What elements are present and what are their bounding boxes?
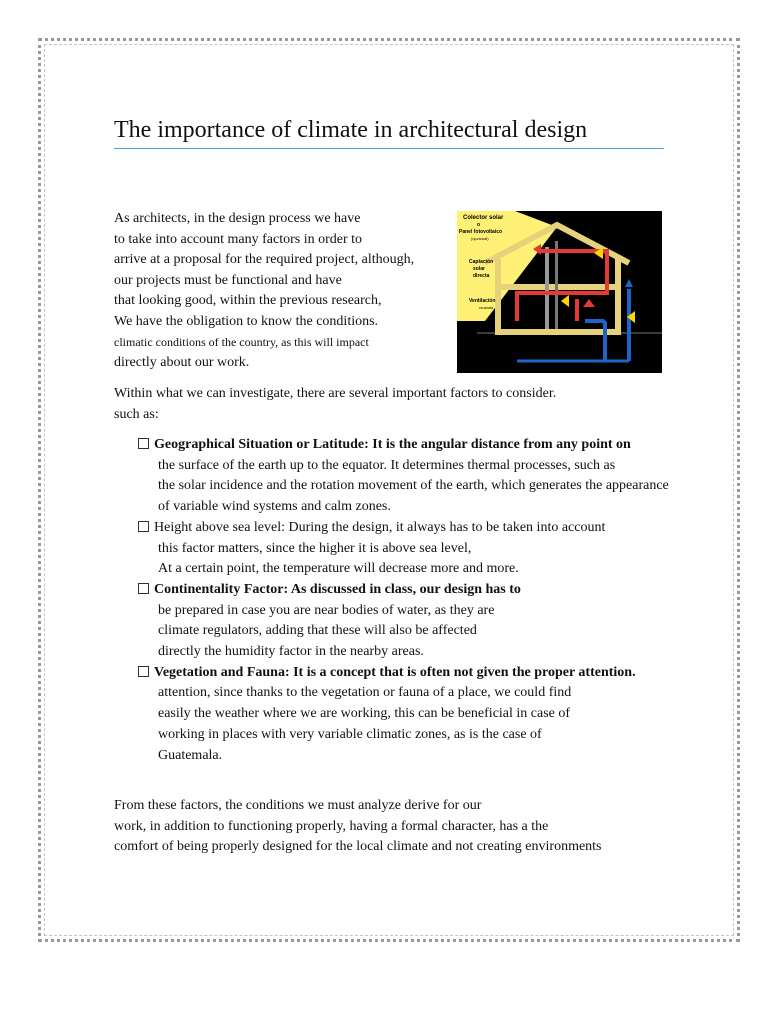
factor-lead: Height above sea level: During the design, it always has to be taken into account [154,519,606,535]
factor-line: attention, since thanks to the vegetation or fauna of a place, we could find [158,685,572,701]
factor-line: working in places with very variable climatic zones, as is the case of [158,726,542,742]
factor-line: directly the humidity factor in the nearby areas. [158,644,424,660]
factor-line: be prepared in case you are near bodies of water, as they are [158,602,495,618]
label-solar: solar [473,266,485,272]
checkbox-glyph-icon [138,521,149,532]
left-wall [495,259,501,335]
right-wall [615,259,621,335]
label-collector: Colector solar [463,215,504,221]
page-title: The importance of climate in architectural design [114,114,664,149]
intro-line: to take into account many factors in order to [114,231,363,247]
factor-line: the solar incidence and the rotation movement of the earth, which generates the appearance [158,478,669,494]
house-diagram-svg [457,211,662,373]
factor-line: this factor matters, since the higher it is above sea level, [158,540,472,556]
factor-latitude [138,435,738,518]
factor-lead: Vegetation and Fauna: It is a concept that is often not given the proper attention. [154,664,636,680]
label-panel: Panel fotovoltaico [459,229,503,235]
intro-line: As architects, in the design process we have [114,211,361,226]
factor-altitude [138,518,738,580]
factor-line: climate regulators, adding that these will also be affected [158,623,477,639]
checkbox-glyph-icon [138,666,149,677]
factors-intro-paragraph [114,384,674,425]
intro-line: directly about our work. [114,354,250,370]
factor-line: the surface of the earth up to the equator. It determines thermal processes, such as [158,457,616,473]
label-o: o [477,222,481,228]
checkbox-glyph-icon [138,583,149,594]
factors-intro-line: Within what we can investigate, there are several important factors to consider. [114,386,557,401]
factor-line: easily the weather where we are working, this can be beneficial in case of [158,706,571,722]
factor-line: At a certain point, the temperature will decrease more and more. [158,561,519,577]
label-captacion: Captación [469,259,494,265]
checkbox-glyph-icon [138,438,149,449]
factor-line: Guatemala. [158,747,223,763]
label-directa: directa [473,273,490,279]
label-cruzada: cruzada [479,305,494,310]
factor-lead: Continentality Factor: As discussed in class, our design has to [154,581,521,597]
conclusion-line: From these factors, the conditions we must analyze derive for our [114,798,482,813]
conclusion-line: comfort of being properly designed for the local climate and not creating environments [114,839,602,854]
factors-list [138,435,738,766]
intro-line: climatic conditions of the country, as this will impact [114,335,369,349]
intro-line: arrive at a proposal for the required project, although, [114,252,415,267]
conclusion-line: work, in addition to functioning properly, having a formal character, has a the [114,818,549,834]
label-ventilacion: Ventilación [469,298,496,304]
factor-vegetation [138,663,738,767]
climate-house-diagram [457,211,662,373]
intro-paragraph [114,209,444,373]
conclusion-paragraph [114,796,714,858]
factor-line: of variable wind systems and calm zones. [158,499,391,515]
intro-line: that looking good, within the previous research, [114,293,382,308]
factors-intro-line: such as: [114,406,159,422]
intro-line: our projects must be functional and have [114,272,342,288]
label-optional: (opcional) [471,236,489,241]
factor-continentality [138,580,738,663]
factor-lead: Geographical Situation or Latitude: It is the angular distance from any point on [154,437,631,452]
intro-line: We have the obligation to know the conditions. [114,313,379,329]
